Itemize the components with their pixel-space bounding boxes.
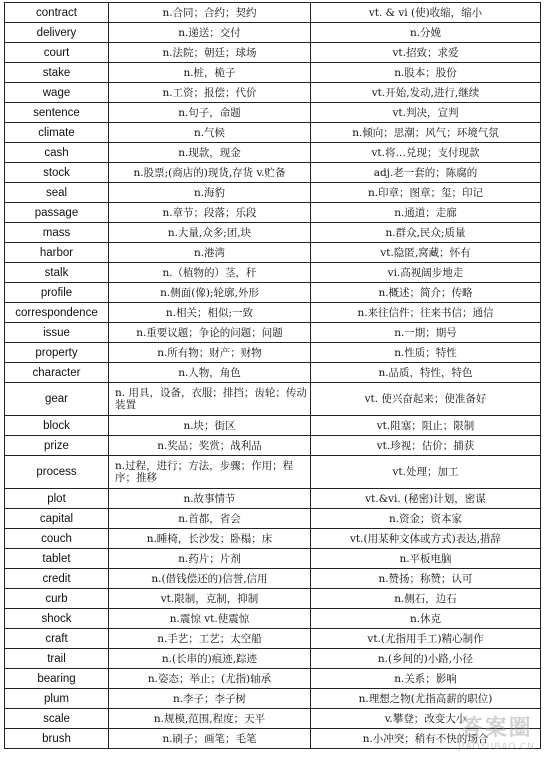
word-cell: profile <box>5 283 109 303</box>
table-row <box>5 363 541 383</box>
table-row <box>5 163 541 183</box>
word-cell: couch <box>5 529 109 549</box>
word-cell: cash <box>5 143 109 163</box>
word-cell: prize <box>5 436 109 456</box>
meaning-1-cell: n.手艺；工艺；太空船 <box>109 629 311 649</box>
word-cell: sentence <box>5 103 109 123</box>
meaning-2-cell: vt. 使兴奋起来；使准备好 <box>311 383 541 416</box>
word-cell: plot <box>5 489 109 509</box>
meaning-1-cell: n.所有物；财产；财物 <box>109 343 311 363</box>
meaning-1-cell: n.法院；朝廷；球场 <box>109 43 311 63</box>
word-cell: trail <box>5 649 109 669</box>
table-row <box>5 83 541 103</box>
meaning-1-cell: n.首都，省会 <box>109 509 311 529</box>
word-cell: shock <box>5 609 109 629</box>
table-row <box>5 629 541 649</box>
meaning-2-cell: n.小冲突；稍有不快的场合 <box>311 729 541 749</box>
word-cell: capital <box>5 509 109 529</box>
meaning-2-cell: v.攀登；改变大小 <box>311 709 541 729</box>
word-cell: brush <box>5 729 109 749</box>
meaning-2-cell: n.倾向；思潮；风气；环境气氛 <box>311 123 541 143</box>
word-cell: gear <box>5 383 109 416</box>
word-cell: passage <box>5 203 109 223</box>
meaning-1-cell: n.李子；李子树 <box>109 689 311 709</box>
table-row <box>5 669 541 689</box>
meaning-1-cell: n.相关；相似;一致 <box>109 303 311 323</box>
meaning-2-cell: n.性质；特性 <box>311 343 541 363</box>
table-row <box>5 243 541 263</box>
meaning-1-cell: n.睡椅，长沙发；卧榻；床 <box>109 529 311 549</box>
table-row <box>5 589 541 609</box>
word-cell: stalk <box>5 263 109 283</box>
meaning-2-cell: n.股本；股份 <box>311 63 541 83</box>
meaning-1-cell: n.桩，桅子 <box>109 63 311 83</box>
word-cell: correspondence <box>5 303 109 323</box>
meaning-2-cell: n.赞扬；称赞；认可 <box>311 569 541 589</box>
meaning-1-cell: n.大量,众多;团,块 <box>109 223 311 243</box>
meaning-1-cell: n.侧面(像);轮廓,外形 <box>109 283 311 303</box>
meaning-1-cell: n.故事情节 <box>109 489 311 509</box>
table-row <box>5 43 541 63</box>
table-row <box>5 456 541 489</box>
meaning-1-cell: n.人物，角色 <box>109 363 311 383</box>
word-cell: bearing <box>5 669 109 689</box>
word-cell: character <box>5 363 109 383</box>
word-cell: stock <box>5 163 109 183</box>
word-cell: plum <box>5 689 109 709</box>
meaning-2-cell: vt.开始,发动,进行,继续 <box>311 83 541 103</box>
meaning-2-cell: vt.隐匿,窝藏；怀有 <box>311 243 541 263</box>
table-row <box>5 489 541 509</box>
table-row <box>5 529 541 549</box>
meaning-2-cell: vt.阻塞；阻止；限制 <box>311 416 541 436</box>
meaning-2-cell: n.来往信件；往来书信；通信 <box>311 303 541 323</box>
word-cell: seal <box>5 183 109 203</box>
table-row <box>5 283 541 303</box>
table-row <box>5 343 541 363</box>
word-cell: property <box>5 343 109 363</box>
table-row <box>5 729 541 749</box>
word-cell: issue <box>5 323 109 343</box>
meaning-2-cell: n.侧石，边石 <box>311 589 541 609</box>
table-row <box>5 323 541 343</box>
table-row <box>5 709 541 729</box>
meaning-1-cell: n. 用具，设备，衣服；排挡；齿轮；传动装置 <box>109 383 311 416</box>
meaning-2-cell: vt.(用某种文体或方式)表达,措辞 <box>311 529 541 549</box>
meaning-1-cell: n.姿态；举止；(尤指)轴承 <box>109 669 311 689</box>
meaning-2-cell: vt.处理；加工 <box>311 456 541 489</box>
word-cell: contract <box>5 3 109 23</box>
meaning-1-cell: n.股票;(商店的)现货,存货 v.贮备 <box>109 163 311 183</box>
meaning-1-cell: n.合同；合约；契约 <box>109 3 311 23</box>
table-row <box>5 436 541 456</box>
meaning-2-cell: n.资金；资本家 <box>311 509 541 529</box>
meaning-2-cell: vt. & vi (使)收缩，缩小 <box>311 3 541 23</box>
meaning-2-cell: vt.珍视；估价；捕获 <box>311 436 541 456</box>
meaning-1-cell: n.现款，现金 <box>109 143 311 163</box>
meaning-2-cell: vt.&vi. (秘密)计划，密谋 <box>311 489 541 509</box>
meaning-1-cell: n.海豹 <box>109 183 311 203</box>
table-row <box>5 103 541 123</box>
meaning-2-cell: vt.将…兑现；支付现款 <box>311 143 541 163</box>
meaning-2-cell: n.分娩 <box>311 23 541 43</box>
meaning-2-cell: n.休克 <box>311 609 541 629</box>
meaning-1-cell: n.递送；交付 <box>109 23 311 43</box>
table-row <box>5 23 541 43</box>
meaning-1-cell: vt.限制，克制，抑制 <box>109 589 311 609</box>
table-row <box>5 183 541 203</box>
meaning-1-cell: n.（植物的）茎，秆 <box>109 263 311 283</box>
watermark-logo: 答案圈 JIAOYUBAO.CN <box>458 716 535 752</box>
word-cell: scale <box>5 709 109 729</box>
word-cell: delivery <box>5 23 109 43</box>
table-row <box>5 689 541 709</box>
meaning-2-cell: n.印章；图章；玺；印记 <box>311 183 541 203</box>
meaning-2-cell: n.一期；期号 <box>311 323 541 343</box>
meaning-1-cell: n.气候 <box>109 123 311 143</box>
table-row <box>5 203 541 223</box>
meaning-2-cell: n.品质，特性，特色 <box>311 363 541 383</box>
meaning-1-cell: n.工资；报偿；代价 <box>109 83 311 103</box>
vocabulary-table <box>4 2 541 749</box>
meaning-2-cell: n.平板电脑 <box>311 549 541 569</box>
meaning-1-cell: n.港湾 <box>109 243 311 263</box>
table-row <box>5 509 541 529</box>
table-row <box>5 303 541 323</box>
meaning-1-cell: n.震惊 vt.使震惊 <box>109 609 311 629</box>
word-cell: court <box>5 43 109 63</box>
meaning-2-cell: n.群众,民众;质量 <box>311 223 541 243</box>
meaning-1-cell: n.刷子；画笔；毛笔 <box>109 729 311 749</box>
vocabulary-table-body <box>5 3 541 749</box>
meaning-1-cell: n.重要议题；争论的问题；问题 <box>109 323 311 343</box>
table-row <box>5 143 541 163</box>
word-cell: craft <box>5 629 109 649</box>
word-cell: harbor <box>5 243 109 263</box>
meaning-2-cell: n.理想之物(尤指高薪的职位) <box>311 689 541 709</box>
word-cell: process <box>5 456 109 489</box>
table-row <box>5 649 541 669</box>
word-cell: climate <box>5 123 109 143</box>
meaning-2-cell: vi.高视阔步地走 <box>311 263 541 283</box>
word-cell: curb <box>5 589 109 609</box>
word-cell: wage <box>5 83 109 103</box>
table-row <box>5 609 541 629</box>
table-row <box>5 123 541 143</box>
meaning-2-cell: vt.招致；求爱 <box>311 43 541 63</box>
meaning-1-cell: n.规模,范围,程度；天平 <box>109 709 311 729</box>
table-row <box>5 3 541 23</box>
meaning-1-cell: n.章节；段落；乐段 <box>109 203 311 223</box>
meaning-1-cell: n.(借钱偿还的)信誉,信用 <box>109 569 311 589</box>
meaning-2-cell: n.概述；简介；传略 <box>311 283 541 303</box>
table-row <box>5 549 541 569</box>
meaning-2-cell: n.通道；走廊 <box>311 203 541 223</box>
meaning-1-cell: n.奖品；奖赏；战利品 <box>109 436 311 456</box>
meaning-2-cell: vt.判决，宣判 <box>311 103 541 123</box>
meaning-2-cell: vt.(尤指用手工)精心制作 <box>311 629 541 649</box>
table-row <box>5 263 541 283</box>
meaning-1-cell: n.块；街区 <box>109 416 311 436</box>
meaning-2-cell: adj.老一套的；陈腐的 <box>311 163 541 183</box>
meaning-2-cell: n.(乡间的)小路,小径 <box>311 649 541 669</box>
word-cell: block <box>5 416 109 436</box>
meaning-2-cell: n.关系；影响 <box>311 669 541 689</box>
word-cell: stake <box>5 63 109 83</box>
table-row <box>5 416 541 436</box>
word-cell: credit <box>5 569 109 589</box>
table-row <box>5 223 541 243</box>
table-row <box>5 63 541 83</box>
meaning-1-cell: n.句子，命题 <box>109 103 311 123</box>
word-cell: tablet <box>5 549 109 569</box>
meaning-1-cell: n.(长串的)痕迹,踪迹 <box>109 649 311 669</box>
table-row <box>5 383 541 416</box>
word-cell: mass <box>5 223 109 243</box>
meaning-1-cell: n.过程，进行；方法，步骤；作用；程序；推移 <box>109 456 311 489</box>
table-row <box>5 569 541 589</box>
meaning-1-cell: n.药片；片剂 <box>109 549 311 569</box>
